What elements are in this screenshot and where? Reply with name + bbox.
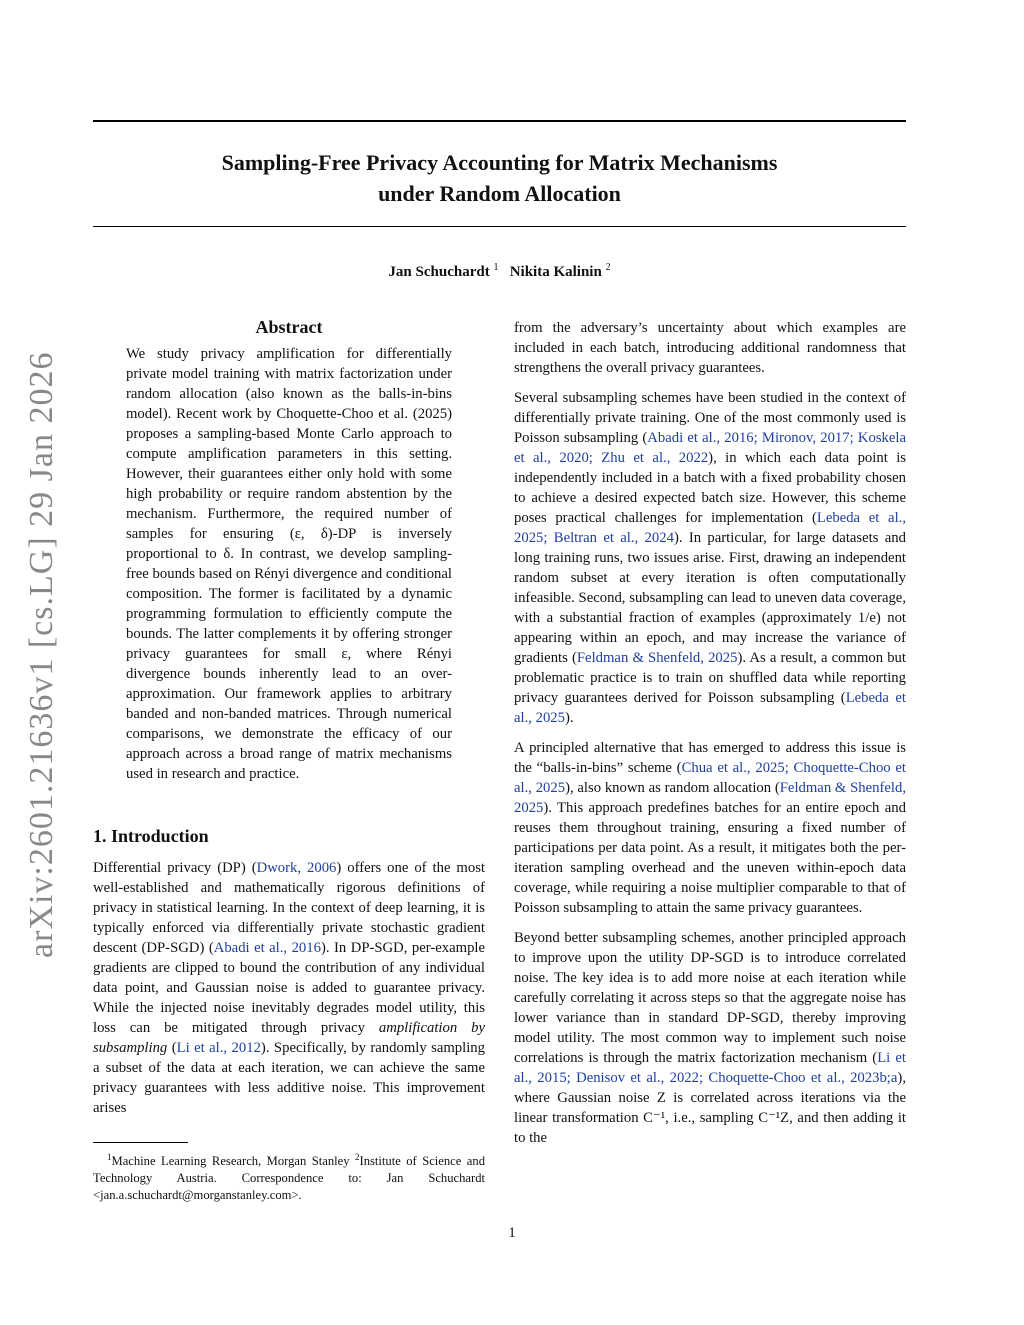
citation-link[interactable]: Abadi et al., 2016: [213, 940, 321, 956]
citation-link[interactable]: Feldman & Shenfeld, 2025: [576, 650, 738, 666]
paper-title: [93, 147, 906, 209]
citation-link[interactable]: Li et al., 2015; Denisov et al., 2022; Choquette-Choo et al., 2023b;a: [514, 1050, 906, 1086]
left-column: [93, 314, 485, 1118]
author-affiliation-marker: 2: [605, 262, 611, 273]
citation-link[interactable]: Dwork, 2006: [256, 860, 337, 876]
right-column: [514, 318, 906, 1158]
body-paragraph: A principled alternative that has emerged to address this issue is the “balls-in-bins” scheme (Chua et al., 2025; Choquette-Choo et al., 2025), also known as random allocation (Feldman & Shenfeld, 2025). This approach predefines batches for an entire epoch and reuses them throughout training, ensuring a fixed number of participations per data point. As a result, it mitigates both the per-iteration sampling overhead and the uneven within-epoch data coverage, while requiring a noise multiplier comparable to that of Poisson subsampling to attain the same privacy guarantees.: [514, 740, 906, 916]
author-name: Nikita Kalinin: [509, 264, 602, 280]
title-top-rule: [93, 120, 906, 122]
arxiv-watermark: arXiv:2601.21636v1 [cs.LG] 29 Jan 2026: [23, 351, 60, 958]
affiliation-footnote: $^1$Machine Learning Research, Morgan Stanley $^2$Institute of Science and Technology Austria. Correspondence to: Jan Schuchardt <jan.a.schuchardt@morganstanley.com>.: [93, 1152, 485, 1203]
intro-paragraph: Differential privacy (DP) (Dwork, 2006) offers one of the most well-established and mathematically rigorous definitions of privacy in statistical learning. In the context of deep learning, it is typically enforced via differentially private stochastic gradient descent (DP-SGD) (Abadi et al., 2016). In DP-SGD, per-example gradients are clipped to bound the contribution of any individual data point, and Gaussian noise is added to guarantee privacy. While the injected noise inevitably degrades model utility, this loss can be mitigated through privacy amplification by subsampling (Li et al., 2012). Specifically, by randomly sampling a subset of the data at each iteration, we can achieve the same privacy guarantees with less additive noise. This improvement arises: [93, 860, 486, 1116]
body-paragraph: Beyond better subsampling schemes, another principled approach to improve upon the utility DP-SGD is to introduce correlated noise. The key idea is to add more noise at each iteration while carefully correlating it across steps so that the aggregate noise has lower variance than in standard DP-SGD, thereby improving model utility. The most common way to implement such noise correlations is through the matrix factorization mechanism (Li et al., 2015; Denisov et al., 2022; Choquette-Choo et al., 2023b;a), where Gaussian noise Z is correlated across iterations via the linear transformation C⁻¹, i.e., sampling C⁻¹Z, and then adding it to the: [514, 930, 906, 1146]
citation-link[interactable]: Lebeda et al., 2025: [514, 690, 906, 726]
abstract-body: We study privacy amplification for differentially private model training with matrix factorization under random allocation (also known as the balls-in-bins model). Recent work by Choquette-Choo et al. (2025) proposes a sampling-based Monte Carlo approach to compute amplification parameters in this setting. However, their guarantees either only hold with some high probability or require random abstention by the mechanism. Furthermore, the required number of samples for ensuring (ε, δ)-DP is inversely proportional to δ. In contrast, we develop sampling-free bounds based on Rényi divergence and conditional composition. The former is facilitated by a dynamic programming formulation to efficiently compute the bounds. The latter complements it by offering stronger privacy guarantees for small ε, where Rényi divergence bounds inherently lead to an over-approximation. Our framework applies to arbitrary banded and non-banded matrices. Through numerical comparisons, we demonstrate the efficacy of our approach across a broad range of matrix mechanisms used in research and practice.: [126, 346, 452, 782]
citation-link[interactable]: Feldman & Shenfeld, 2025: [514, 780, 906, 816]
body-paragraph: from the adversary’s uncertainty about which examples are included in each batch, introducing additional randomness that strengthens the overall privacy guarantees.: [514, 320, 906, 376]
citation-link[interactable]: Lebeda et al., 2025; Beltran et al., 2024: [514, 510, 906, 546]
citation-link[interactable]: Chua et al., 2025; Choquette-Choo et al., 2025: [514, 760, 906, 796]
title-line-1: Sampling-Free Privacy Accounting for Matrix Mechanisms: [221, 150, 778, 175]
section-heading-introduction: 1. Introduction: [93, 826, 209, 846]
footnote-rule: [93, 1142, 188, 1143]
title-line-2: under Random Allocation: [378, 181, 621, 206]
citation-link[interactable]: Abadi et al., 2016; Mironov, 2017; Koskela et al., 2020; Zhu et al., 2022: [514, 430, 906, 466]
author-name: Jan Schuchardt: [388, 264, 490, 280]
author-affiliation-marker: 1: [493, 262, 499, 273]
citation-link[interactable]: Li et al., 2012: [176, 1040, 261, 1056]
title-bottom-rule: [93, 226, 906, 227]
author-list: [93, 262, 906, 281]
abstract-heading: Abstract: [255, 317, 323, 337]
page-number: 1: [508, 1225, 516, 1241]
body-paragraph: Several subsampling schemes have been studied in the context of differentially private training. One of the most commonly used is Poisson subsampling (Abadi et al., 2016; Mironov, 2017; Koskela et al., 2020; Zhu et al., 2022), in which each data point is independently included in a batch with a fixed probability chosen to achieve a desired expected batch size. However, this scheme poses practical challenges for implementation (Lebeda et al., 2025; Beltran et al., 2024). In particular, for large datasets and long training runs, two issues arise. First, drawing an independent random subset at every iteration is often computationally infeasible. Second, subsampling can lead to uneven data coverage, with a substantial fraction of examples (approximately 1/e) not appearing within an epoch, and may increase the variance of gradients (Feldman & Shenfeld, 2025). As a result, a common but problematic practice is to train on shuffled data while reporting privacy guarantees derived for Poisson subsampling (Lebeda et al., 2025).: [514, 390, 906, 726]
